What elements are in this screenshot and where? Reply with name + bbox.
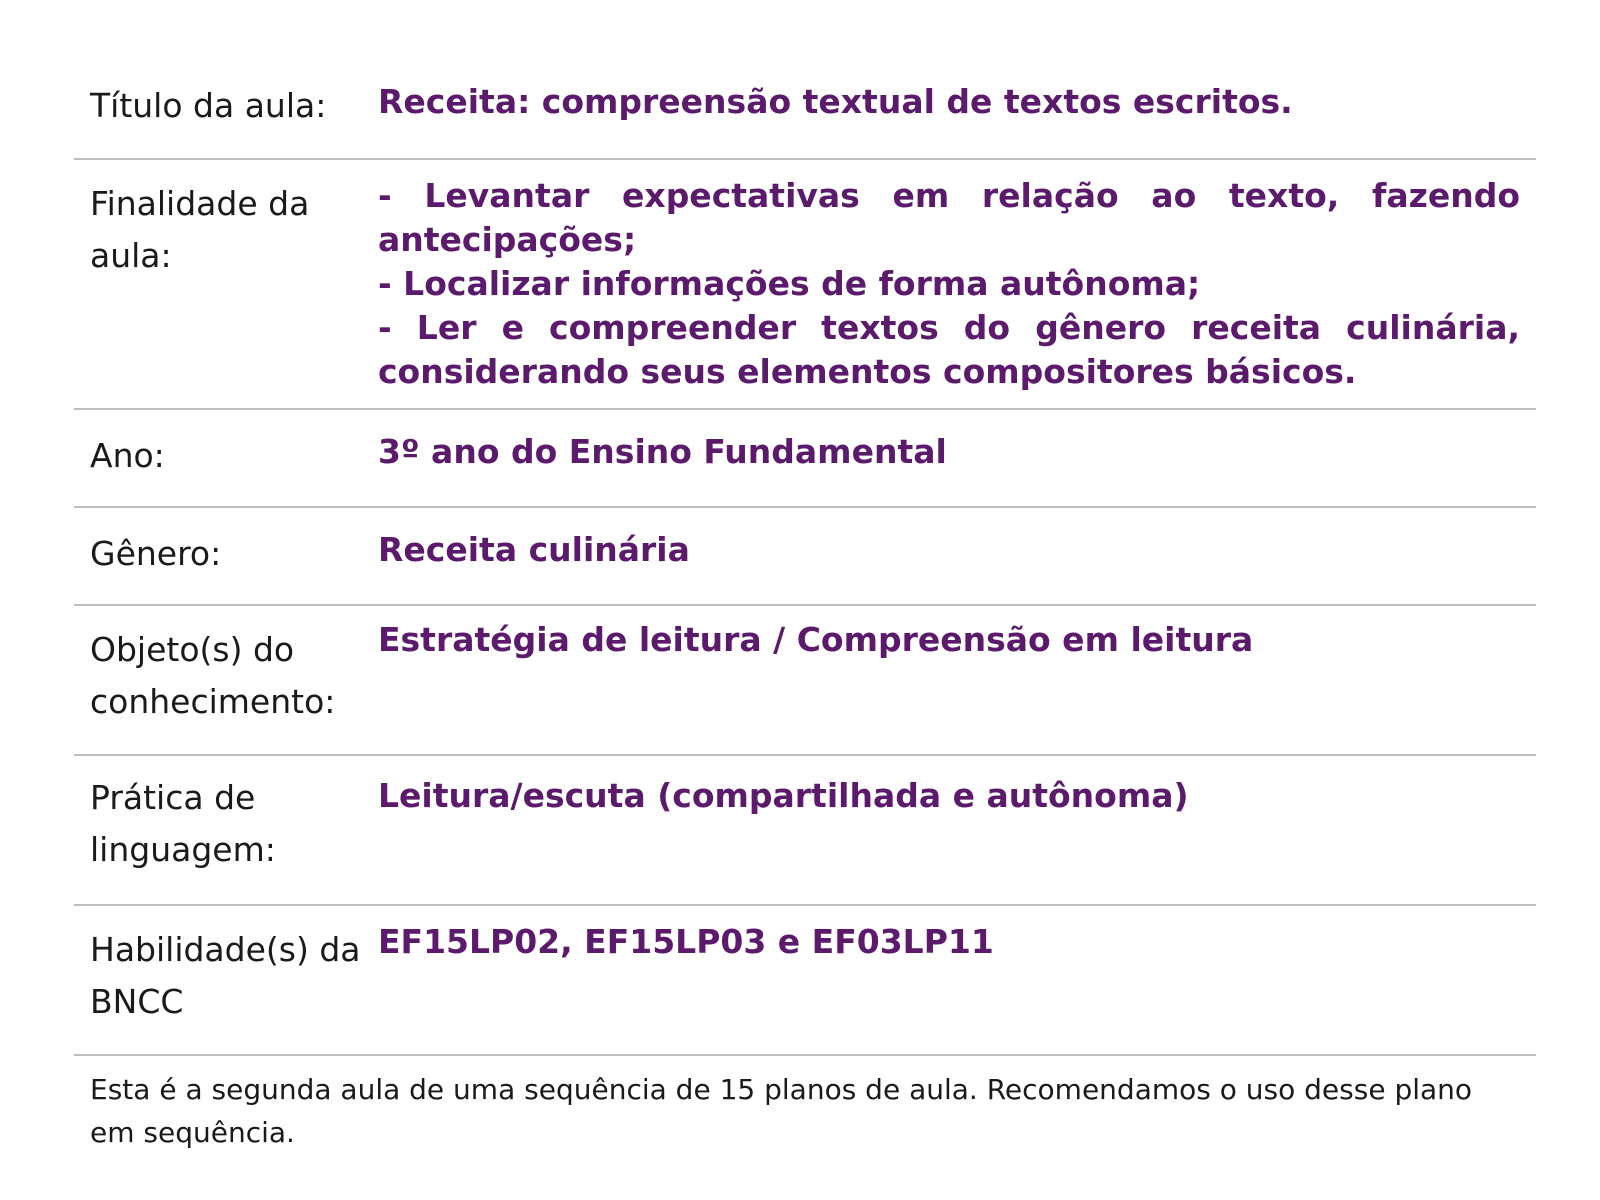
bncc-skills-label: Habilidade(s) da BNCC [90,930,361,1021]
school-year-label: Ano: [90,436,165,475]
row-lesson-goal [74,160,1536,410]
genre-label: Gênero: [90,534,222,573]
language-practice-label: Prática de linguagem: [90,778,276,869]
lesson-plan-table [74,60,1536,1154]
row-bncc-skills [74,906,1536,1056]
row-lesson-title [74,60,1536,160]
lesson-title-label: Título da aula: [90,86,327,125]
row-genre [74,508,1536,606]
lesson-goal-item: - Ler e compreender textos do gênero receita culinária, considerando seus elementos compositores básicos. [378,308,1520,391]
lesson-goal-item: - Levantar expectativas em relação ao texto, fazendo antecipações; [378,176,1520,259]
school-year-value: 3º ano do Ensino Fundamental [378,432,947,471]
row-language-practice [74,756,1536,906]
knowledge-object-label: Objeto(s) do conhecimento: [90,630,336,721]
row-knowledge-object [74,606,1536,756]
sequence-note: Esta é a segunda aula de uma sequência de 15 planos de aula. Recomendamos o uso desse plano em sequência. [90,1073,1473,1149]
genre-value: Receita culinária [378,530,690,569]
bncc-skills-value: EF15LP02, EF15LP03 e EF03LP11 [378,922,994,961]
lesson-goal-item: - Localizar informações de forma autônoma; [378,264,1201,303]
lesson-goal-list [378,160,1536,408]
row-school-year [74,410,1536,508]
lesson-goal-label: Finalidade da aula: [90,184,310,275]
lesson-title-value: Receita: compreensão textual de textos escritos. [378,82,1293,121]
knowledge-object-value: Estratégia de leitura / Compreensão em leitura [378,620,1254,659]
language-practice-value: Leitura/escuta (compartilhada e autônoma) [378,776,1189,815]
